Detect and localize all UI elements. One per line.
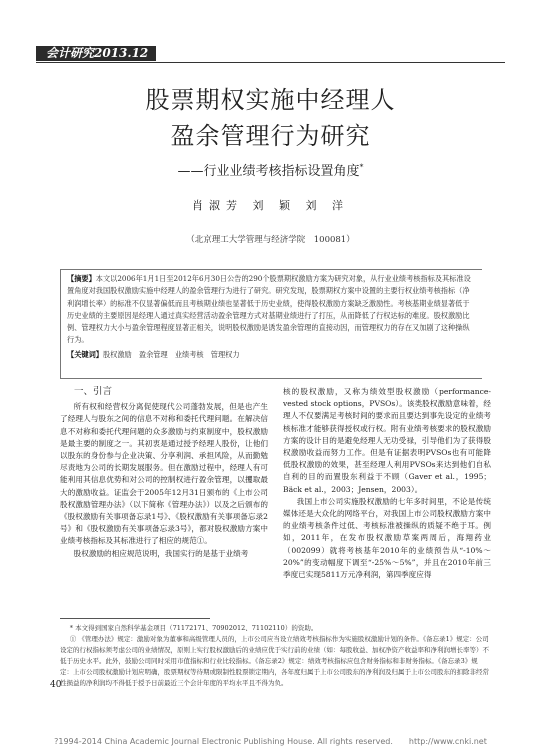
abstract-box — [60, 269, 482, 379]
body-paragraph: 所有权和经营权分离促使现代公司蓬勃发展，但是也产生了经理人与股东之间的信息不对称和委托代理问题。在解决信息不对称和委托代理问题的众多激励与约束制度中，股权激励是最主要的制度之一。其初衷是通过授予经理人股份，让他们以股东的身份参与企业决策、分享利润、承担风险，从而勤勉尽责地为公司的长期发展服务。但在激励过程中，经理人有可能利用其信息优势和对公司的控制权进行盈余管理，以攫取最大的激励收益。证监会于2005年12月31日颁布的《上市公司股权激励管理办法》（以下简称《管理办法》）以及之后颁布的《股权激励有关事项备忘录1号》、《股权激励有关事项备忘录2号》和《股权激励有关事项备忘录3号》，都对股权激励方案中业绩考核指标及其标准进行了相应的规范①。 — [60, 402, 268, 546]
subtitle-text: ——行业业绩考核指标设置角度 — [177, 164, 360, 179]
article-title-line2: 盈余管理行为研究 — [170, 122, 371, 150]
body-paragraph: 我国上市公司实施股权激励的七年多时间里，不论是传统媒体还是大众化的网络平台，对我国上市公司股权激励方案中的业绩考核条件过低、考核标准被操纵的质疑不绝于耳。例如，2011年，在发布股权激励草案两周后，海翔药业（002099）就将考核基年2010年的业绩预告从“-10%～20%”的变动幅度下调至“-25%～5%”，并且在2010年前三季度已实现5811万元净利润，第四季度应得 — [283, 496, 491, 580]
keywords-text: 股权激励 盈余管理 业绩考核 管理权力 — [102, 349, 240, 359]
body-column-right — [283, 386, 491, 584]
body-column-left — [60, 386, 268, 614]
body-paragraph: 股权激励的相应规范说明，我国实行的是基于业绩考 — [73, 548, 249, 558]
article-title-line1: 股票期权实施中经理人 — [145, 86, 396, 114]
keywords — [67, 349, 476, 361]
page-number: 40 — [50, 680, 62, 690]
keywords-label: 【关键词】 — [67, 349, 103, 359]
section-heading-introduction: 一、引言 — [74, 386, 113, 397]
abstract-text: 本文以2006年1月1日至2012年6月30日公告的290个股票期权激励方案为研究对象，从行业业绩考核指标及其标准设置角度对我国股权激励实施中经理人的盈余管理行为进行了研究。研究发现，股票期权方案中设置的主要行权业绩考核指标（净利润增长率）的标准不仅显著偏低而且考核期业绩也显著低于历史业绩，使得股权激励方案缺乏激励性。考核基期业绩显著低于历史业绩的主要原因是经理人通过真实经营活动盈余管理方式对基期业绩进行了打压，从而降低了行权达标的难度。股权激励比例、管理权力大小与盈余管理程度显著正相关，说明股权激励是诱发盈余管理的直接动因，而管理权力的存在又加剧了这种操纵行为。 — [67, 274, 471, 345]
abstract-label: 【摘要】 — [67, 274, 96, 283]
header-rule — [36, 62, 505, 63]
article-subtitle — [0, 160, 541, 179]
footnote-rule — [60, 618, 210, 619]
subtitle-footnote-mark: * — [359, 162, 364, 172]
abstract — [67, 273, 476, 347]
footnotes — [60, 623, 490, 690]
footnote-1: ① 《管理办法》规定：激励对象为董事和高级管理人员的，上市公司应当设立绩效考核指标作为实施股权激励计划的条件。《备忘录1》规定：公司设定的行权指标须考虑公司的业绩情况，原则上实行股权激励后的业绩应优于实行前的业绩（如：每股收益、加权净资产收益率和净利润增长率等）不低于历史水平。此外，鼓励公司同时采用市值指标和行业比较指标。《备忘录2》规定：绩效考核指标应包含财务指标和非财务指标。《备忘录3》规定：上市公司股权激励计划应明确，股票期权等待期或限制性股票锁定期内，各年度归属于上市公司股东的净利润及归属于上市公司股东的扣除非经常性损益的净利润均不得低于授予日前最近三个会计年度的平均水平且不得为负。 — [60, 635, 489, 688]
author-affiliation: （北京理工大学管理与经济学院 100081） — [186, 235, 355, 245]
body-paragraph-continued: 核的股权激励，又称为绩效型股权激励（performance-vested stock options，PVSOs）。该类股权激励意味着，经理人不仅要满足考核时间的要求而且要达到事先设定的业绩考核标准才能够获得授权或行权。附有业绩考核要求的股权激励方案的设计目的是避免经理人无功受禄，引导他们为了获得股权激励收益而努力工作。但是有证据表明PVSOs也有可能降低股权激励的效果，甚至经理人利用PVSOs来达到他们自私自利的目的而置股东利益于不顾（Gaver et al.，1995；Bäck et al.，2003；Jensen，2003）。 — [283, 387, 491, 494]
footnote-funding: * 本文得到国家自然科学基金项目（71172171、70902012、71102110）的资助。 — [69, 624, 318, 632]
article-authors: 肖淑芳 刘 颖 刘 洋 — [192, 199, 349, 212]
journal-issue-tag: 会计研究2013.12 — [36, 46, 156, 61]
copyright-watermark: ?1994-2014 China Academic Journal Electronic Publishing House. All rights reserved. http://www.cnki.net — [54, 737, 487, 746]
